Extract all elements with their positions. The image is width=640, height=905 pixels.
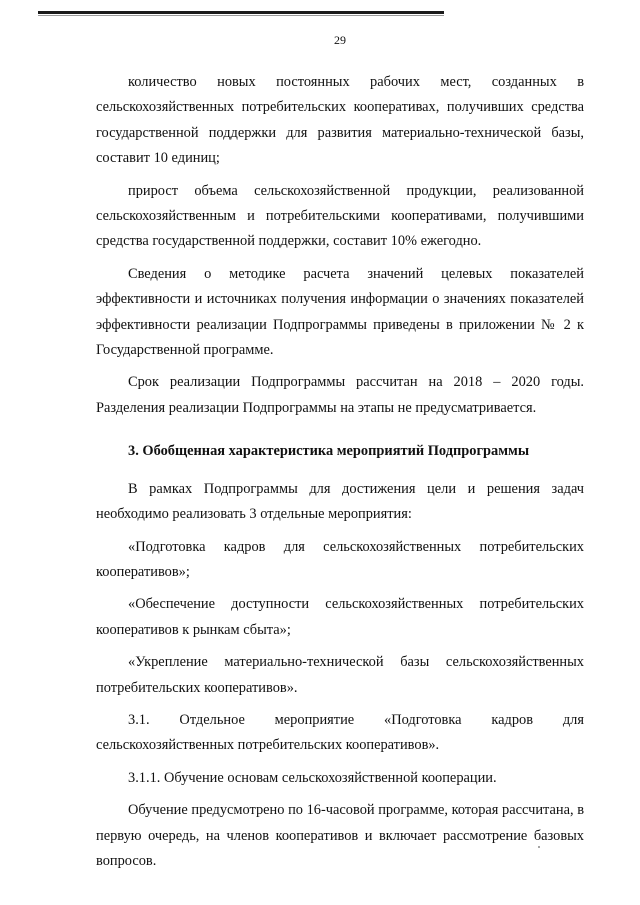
paragraph-term: Срок реализации Подпрограммы рассчитан на 2018 – 2020 годы. Разделения реализации Подпрограммы на этапы не предусматривается.: [96, 374, 584, 416]
paragraph-training-program: Обучение предусмотрено по 16-часовой программе, которая рассчитана, в первую очередь, на членов кооперативов и включает рассмотрение базовых вопросов.: [96, 802, 584, 869]
paragraph-measures-intro: В рамках Подпрограммы для достижения цели и решения задач необходимо реализовать 3 отдельные мероприятия:: [96, 480, 584, 523]
paragraph-measure-markets: «Обеспечение доступности сельскохозяйственных потребительских кооперативов к рынкам сбыта»;: [96, 596, 584, 638]
paragraph-measure-training: «Подготовка кадров для сельскохозяйственных потребительских кооперативов»;: [96, 538, 584, 580]
paragraph-subsection-3-1-1: 3.1.1. Обучение основам сельскохозяйственной кооперации.: [128, 769, 497, 786]
section-heading: 3. Обобщенная характеристика мероприятий Подпрограммы: [128, 443, 530, 460]
paragraph-measure-base: «Укрепление материально-технической базы сельскохозяйственных потребительских кооперативов».: [96, 654, 584, 696]
paragraph-production-growth: прирост объема сельскохозяйственной продукции, реализованной сельскохозяйственным и потребительскими кооперативами, получившими средства государственной поддержки, составит 10% ежегодно.: [96, 182, 584, 250]
page-number: 29: [334, 33, 346, 47]
document-body: [96, 70, 584, 881]
scan-speck: [538, 846, 540, 848]
paragraph-new-jobs: количество новых постоянных рабочих мест, созданных в сельскохозяйственных потребительских кооперативах, получивших средства государственной поддержки для развития материально-технической базы, составит 10 единиц;: [96, 74, 584, 167]
top-border-line: [38, 11, 444, 14]
top-border-line-shadow: [38, 15, 444, 16]
paragraph-subsection-3-1: 3.1. Отдельное мероприятие «Подготовка кадров для сельскохозяйственных потребительских кооперативов».: [96, 711, 584, 754]
paragraph-methodology: Сведения о методике расчета значений целевых показателей эффективности и источниках получения информации о значениях показателей эффективности реализации Подпрограммы приведены в приложении № 2 к Государственной программе.: [96, 265, 584, 359]
